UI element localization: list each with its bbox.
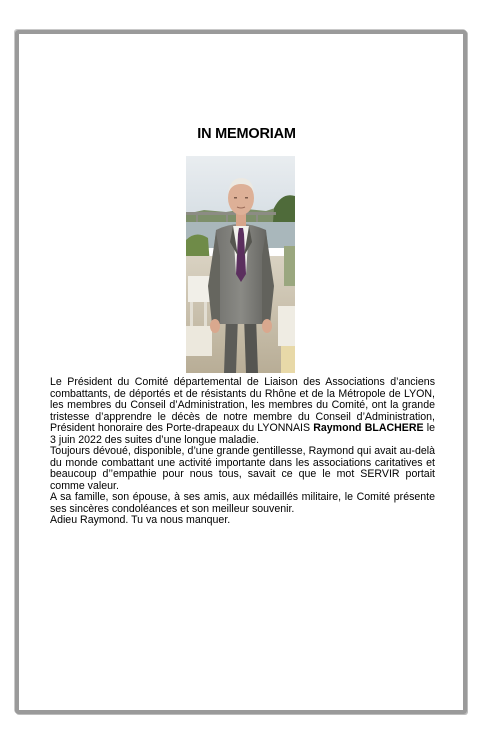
portrait-photo — [186, 156, 295, 373]
portrait-photo-icon — [186, 156, 295, 373]
announcement-date-text: le 3 juin 2022 des suites d’une longue maladie. — [50, 422, 435, 446]
paragraph-condolences: A sa famille, son épouse, à ses amis, aux médaillés militaire, le Comité présente ses sincères condoléances et son meilleur souvenir. — [50, 491, 435, 515]
deceased-name: Raymond BLACHERE — [313, 422, 424, 434]
memorial-text — [50, 377, 435, 527]
paragraph-farewell: Adieu Raymond. Tu va nous manquer. — [50, 514, 231, 526]
announcement-text: Le Président du Comité départemental de Liaison des Associations d’anciens combattants, de déportés et de résistants du Rhône et de la Métropole de LYON, les membres du Conseil d’Administration, les membres du Comité, ont la grande tristesse d’apprendre le décès de notre membre du Conseil d’Administration, Président honoraire des Porte-drapeaux du LYONNAIS — [50, 376, 435, 434]
paragraph-tribute: Toujours dévoué, disponible, d’une grande gentillesse, Raymond qui avait au-delà du monde combattant une activité importante dans les associations caritatives et beaucoup d’’empathie pour nous tous, savait ce que le mot SERVIR portait comme valeur. — [50, 445, 435, 492]
paragraph-announcement — [50, 377, 435, 446]
page-title: IN MEMORIAM — [197, 126, 296, 142]
